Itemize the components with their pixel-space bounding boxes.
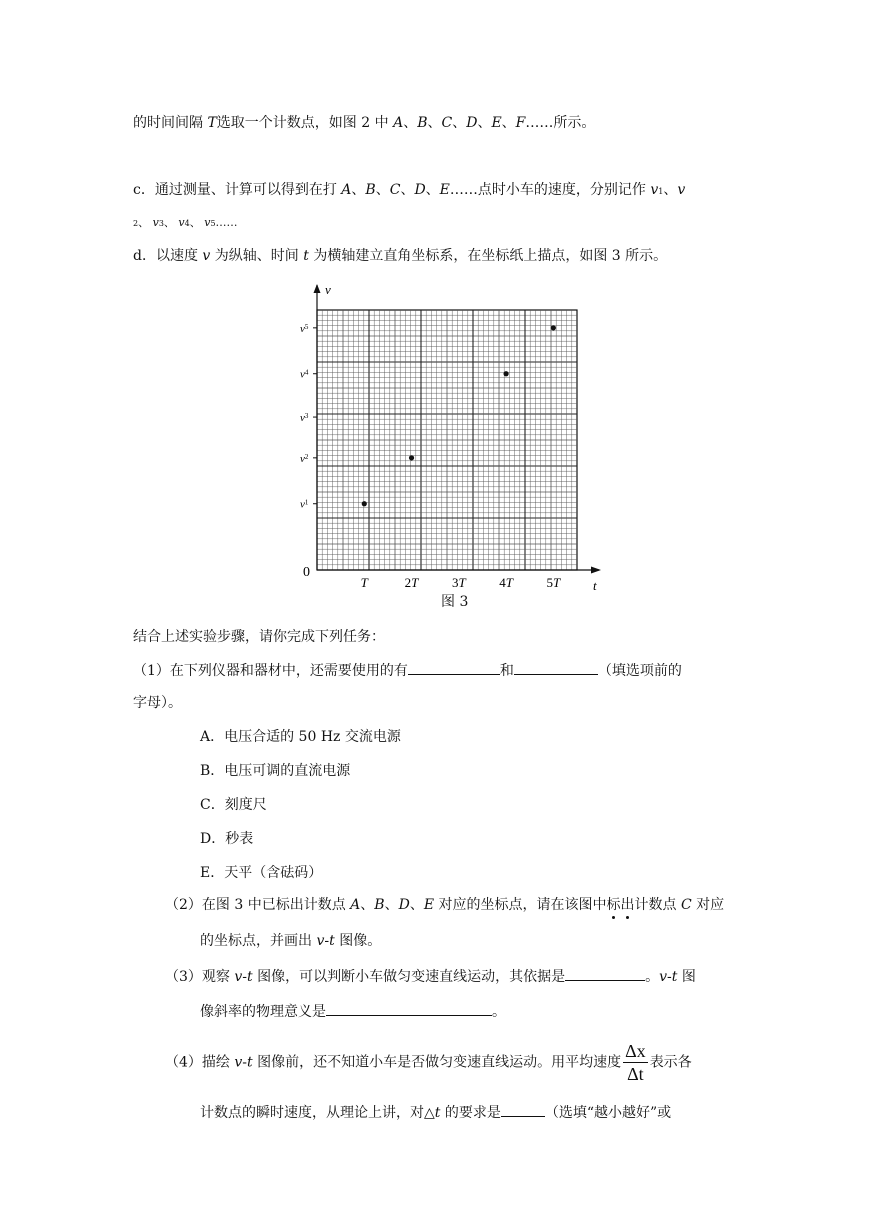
text: 计数点 <box>634 897 681 913</box>
text: A <box>350 897 361 913</box>
graph-paper-grid <box>317 310 577 570</box>
text: A <box>341 182 352 198</box>
emphasis-text: 出 <box>620 897 635 913</box>
text: C <box>389 182 401 198</box>
question-4-cont <box>200 1104 671 1120</box>
data-point <box>503 371 508 376</box>
data-point <box>551 325 556 330</box>
question-3 <box>165 968 696 984</box>
text: 、 <box>163 216 175 229</box>
text: t <box>434 1105 441 1121</box>
data-point <box>362 501 367 506</box>
option-e: E．天平（含砝码） <box>200 865 323 881</box>
x-tick-symbol: T <box>458 575 466 590</box>
text: 、 <box>351 182 366 198</box>
text: 的要求是 <box>440 1105 501 1121</box>
x-tick-symbol: T <box>360 575 368 590</box>
figure-caption: 图 3 <box>441 594 469 610</box>
text: …… <box>215 216 238 229</box>
text: T <box>207 115 217 131</box>
text: 、 <box>403 115 418 131</box>
text: t <box>247 969 253 985</box>
text: - <box>667 969 672 985</box>
data-point <box>409 455 414 460</box>
text: 、 <box>375 182 390 198</box>
text: 为横轴建立直角坐标系，在坐标纸上描点，如图 3 所示。 <box>308 248 668 264</box>
text: D <box>398 897 410 913</box>
text: （2）在图 3 中已标出计数点 <box>165 897 351 913</box>
text: A <box>393 115 404 131</box>
origin-label: 0 <box>303 565 310 580</box>
velocity-time-graph <box>290 280 620 610</box>
fraction-numerator: Δx <box>625 1041 646 1061</box>
answer-blank[interactable] <box>408 662 500 675</box>
text: 计数点的瞬时速度，从理论上讲，对△ <box>200 1105 435 1121</box>
text: 。 <box>645 969 660 985</box>
text: （1）在下列仪器和器材中，还需要使用的有 <box>133 663 408 679</box>
text: 图 <box>677 969 696 985</box>
text: t <box>329 933 335 949</box>
y-axis-label: v <box>325 282 331 297</box>
text: - <box>324 933 330 949</box>
text: 、 <box>477 115 492 131</box>
task-intro: 结合上述实验步骤，请你完成下列任务： <box>133 629 385 645</box>
x-tick-symbol: T <box>505 575 513 590</box>
text: 和 <box>499 663 514 679</box>
text: 、 <box>452 115 467 131</box>
text-line-step-c <box>133 183 685 197</box>
text: v <box>677 182 686 198</box>
text: D <box>414 182 426 198</box>
answer-blank[interactable] <box>501 1104 545 1117</box>
y-tick-subscript: 2 <box>304 452 309 461</box>
text: v <box>178 216 185 229</box>
text: 、 <box>384 897 399 913</box>
text: 、 <box>663 182 678 198</box>
text: t <box>671 969 678 985</box>
question-1 <box>133 662 682 678</box>
y-tick-labels <box>300 323 317 511</box>
text: t <box>247 1054 253 1071</box>
text: E <box>423 897 435 913</box>
x-tick-label: 2T <box>404 575 419 590</box>
question-2-cont <box>200 934 381 948</box>
text: 的时间间隔 <box>133 115 208 131</box>
text: v <box>659 969 668 985</box>
text: 图像，可以判断小车做匀变速直线运动，其依据是 <box>252 969 566 985</box>
text: （填选项前的 <box>597 663 682 679</box>
text: B <box>374 897 385 913</box>
text: 1 <box>658 187 664 196</box>
text: C <box>680 897 692 913</box>
option-b: B．电压可调的直流电源 <box>200 763 351 779</box>
text-line-step-d <box>133 249 667 263</box>
text-line-step-c-cont <box>133 217 238 228</box>
question-4 <box>165 1040 692 1085</box>
text: 、 <box>138 216 150 229</box>
text: v <box>202 248 211 264</box>
text: 、 <box>427 115 442 131</box>
x-tick-labels <box>361 575 561 590</box>
text: v <box>234 1054 243 1071</box>
y-tick-subscript: 3 <box>304 412 309 421</box>
text: 为纵轴、时间 <box>210 248 304 264</box>
text: 图像。 <box>334 933 382 949</box>
text: 的坐标点，并画出 <box>200 933 317 949</box>
text: 像斜率的物理意义是 <box>200 1004 326 1020</box>
text: 图像前，还不知道小车是否做匀变速直线运动。用平均速度 <box>252 1054 622 1071</box>
text: 、 <box>501 115 516 131</box>
x-tick-label <box>361 575 369 590</box>
text: ……点时小车的速度，分别记作 <box>449 182 651 198</box>
y-tick-label: $v^4$ <box>300 368 309 381</box>
text: - <box>242 969 248 985</box>
y-tick-label: $v^5$ <box>300 322 309 335</box>
text: 2 <box>133 219 139 228</box>
y-tick-label: $v^3$ <box>300 412 309 425</box>
x-tick-label: 5T <box>546 575 561 590</box>
x-tick-symbol: T <box>552 575 561 590</box>
average-velocity-fraction <box>623 1040 648 1085</box>
fraction-denominator: Δt <box>627 1064 644 1084</box>
text: v <box>316 933 325 949</box>
text: v <box>650 182 659 198</box>
text: F <box>515 115 526 131</box>
text: D <box>466 115 478 131</box>
text: v <box>152 216 159 229</box>
x-tick-label: 4T <box>499 575 513 590</box>
text: 4 <box>184 219 190 228</box>
text: E <box>491 115 502 131</box>
option-c: C．刻度尺 <box>200 797 267 813</box>
x-tick-symbol: T <box>411 575 419 590</box>
text: d．以速度 <box>133 248 203 264</box>
text: （4）描绘 <box>165 1054 235 1071</box>
y-axis-arrow <box>314 284 321 293</box>
y-tick-subscript: 5 <box>304 322 309 331</box>
text: 3 <box>158 219 164 228</box>
answer-blank[interactable] <box>326 1003 492 1016</box>
answer-blank[interactable] <box>565 968 645 981</box>
y-tick-label: $v^1$ <box>300 498 309 511</box>
text: 。 <box>492 1004 506 1020</box>
text: 、 <box>189 216 201 229</box>
text: 5 <box>210 219 216 228</box>
text: E <box>439 182 450 198</box>
x-axis-arrow <box>591 567 601 574</box>
text: （选填“越小越好”或 <box>544 1105 672 1121</box>
text: 、 <box>425 182 440 198</box>
y-tick-label: $v^2$ <box>300 452 309 465</box>
text: 对应 <box>691 897 725 913</box>
data-points <box>362 325 556 506</box>
text: 对应的坐标点，请在该图中 <box>434 897 607 913</box>
text: 选取一个计数点，如图 2 中 <box>216 115 394 131</box>
x-axis-label: t <box>593 578 597 593</box>
text: （3）观察 <box>165 969 235 985</box>
question-2 <box>165 898 724 912</box>
text: v <box>204 216 211 229</box>
text: - <box>242 1054 248 1071</box>
x-tick-label: 3T <box>451 575 466 590</box>
answer-blank[interactable] <box>514 662 598 675</box>
text: v <box>234 969 243 985</box>
text: B <box>417 115 428 131</box>
text: 表示各 <box>649 1054 692 1071</box>
text-line-interval <box>133 116 595 130</box>
y-tick-subscript: 4 <box>304 368 309 377</box>
text: ……所示。 <box>525 115 596 131</box>
emphasis-text: 标 <box>606 897 621 913</box>
y-tick-subscript: 1 <box>304 498 309 507</box>
text: c．通过测量、计算可以得到在打 <box>133 182 342 198</box>
text: C <box>441 115 453 131</box>
text: B <box>365 182 376 198</box>
text: 、 <box>360 897 375 913</box>
option-a: A．电压合适的 50 Hz 交流电源 <box>200 729 401 745</box>
text: t <box>303 248 309 264</box>
question-1-cont: 字母）。 <box>133 695 182 711</box>
option-d: D．秒表 <box>200 831 254 847</box>
text: 、 <box>400 182 415 198</box>
text: 、 <box>409 897 424 913</box>
question-3-cont <box>200 1003 506 1019</box>
